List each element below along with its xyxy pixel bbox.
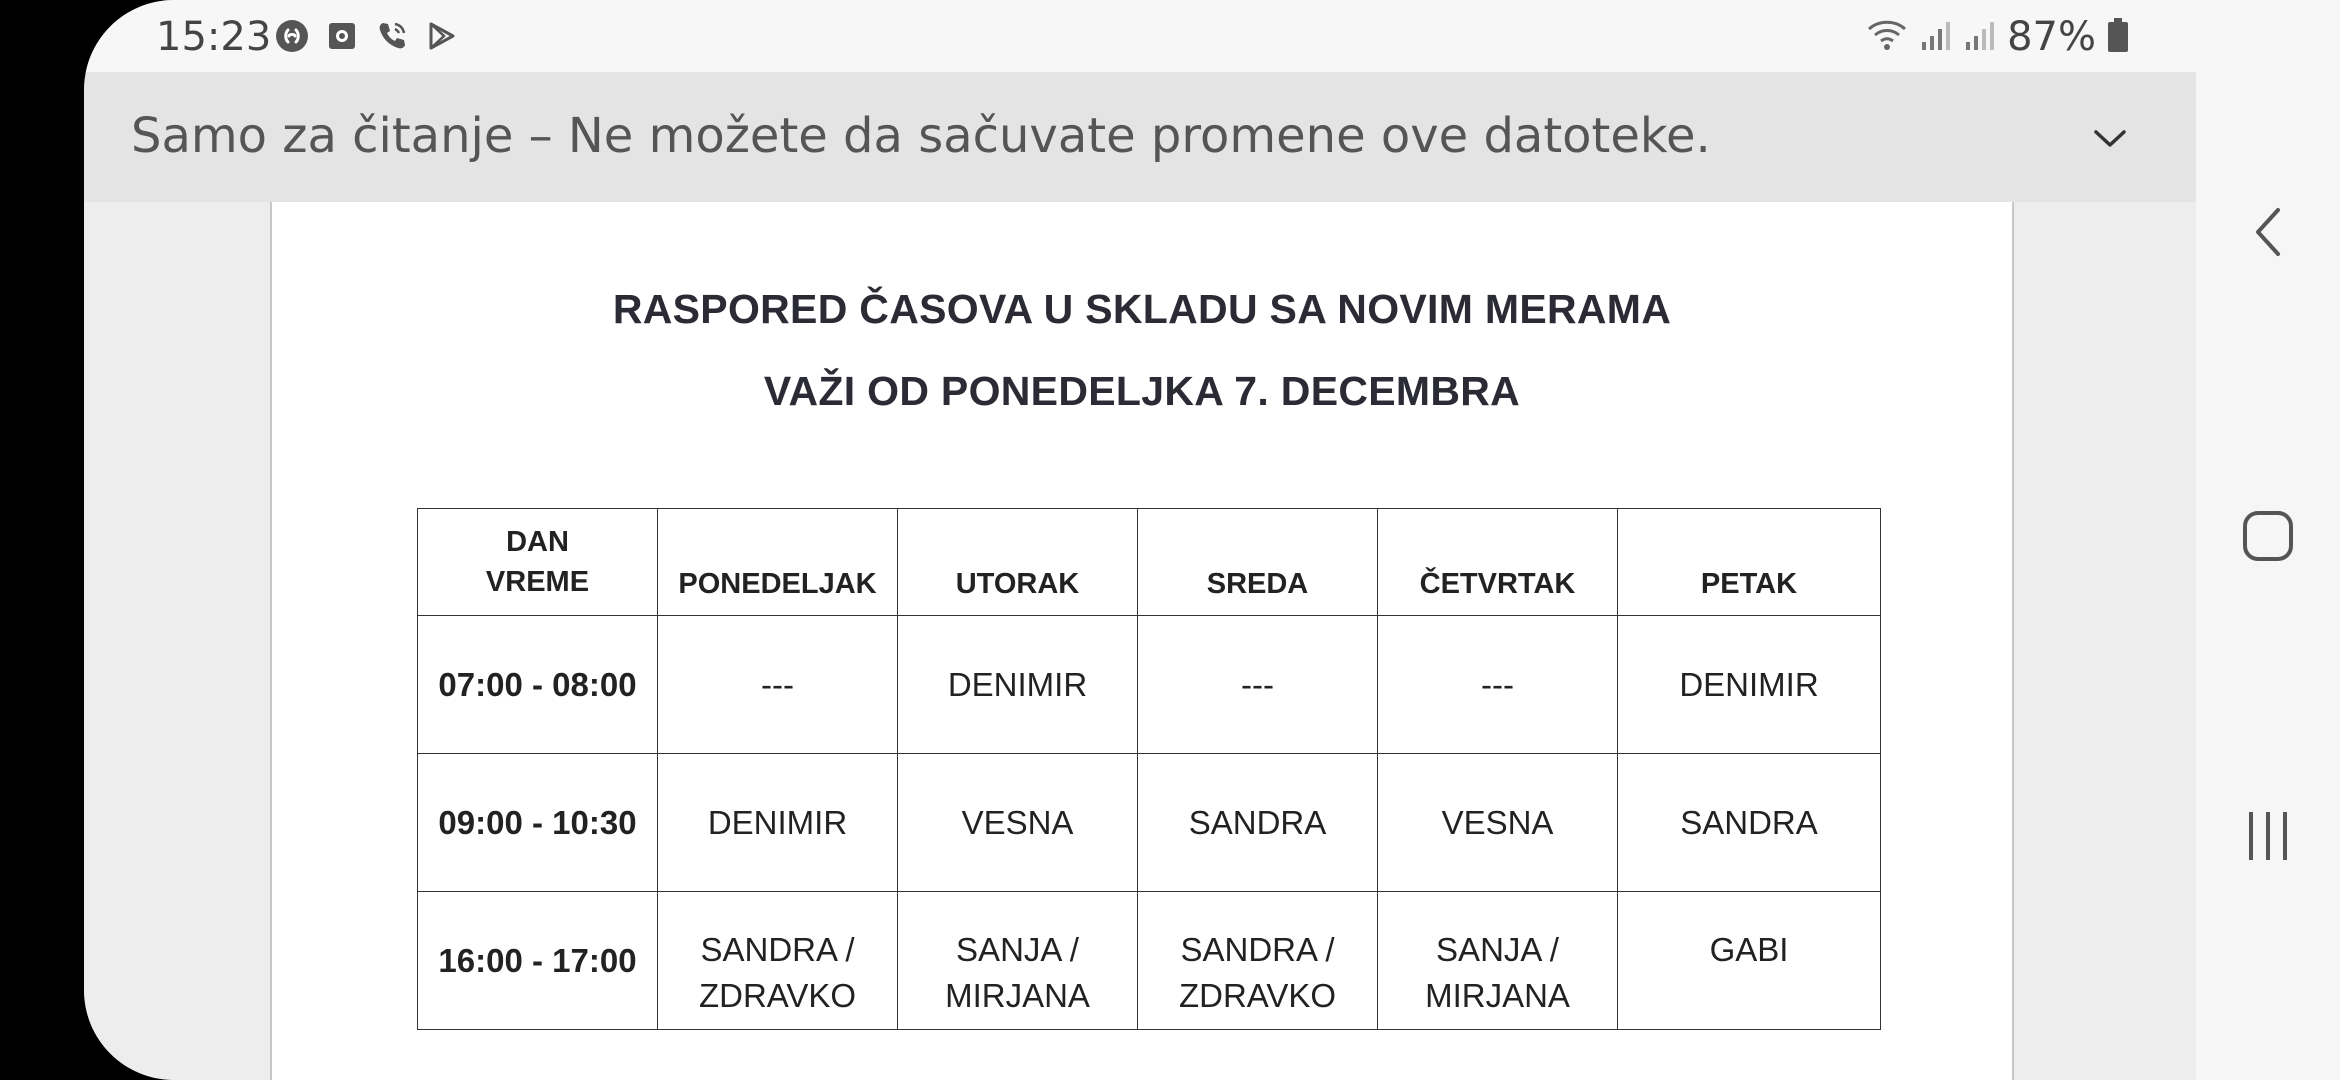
table-cell: ---	[1378, 616, 1618, 754]
screen-record-icon	[324, 18, 360, 54]
schedule-table	[417, 508, 1881, 1030]
read-only-banner	[84, 72, 2196, 204]
table-row	[418, 892, 1881, 1030]
table-cell: ---	[1138, 616, 1378, 754]
table-header-row	[418, 509, 1881, 616]
day-header: PONEDELJAK	[658, 509, 898, 616]
cell-line: ZDRAVKO	[698, 976, 857, 1014]
time-slot-cell: 09:00 - 10:30	[418, 754, 658, 892]
recents-icon[interactable]	[2238, 806, 2298, 866]
document-viewport[interactable]	[84, 202, 2196, 1080]
table-cell	[658, 892, 898, 1030]
cell-line: ZDRAVKO	[1178, 976, 1337, 1014]
cell-line: SANDRA /	[700, 930, 855, 968]
home-icon[interactable]	[2238, 506, 2298, 566]
shazam-icon	[274, 18, 310, 54]
table-cell	[1378, 892, 1618, 1030]
signal-icon	[1919, 18, 1953, 57]
table-cell: SANDRA	[1138, 754, 1378, 892]
table-cell: ---	[658, 616, 898, 754]
cell-line: MIRJANA	[1425, 976, 1570, 1014]
notification-icons	[274, 18, 460, 54]
chevron-down-icon[interactable]	[2084, 112, 2136, 164]
status-time: 15:23	[156, 14, 272, 60]
phone-screen	[84, 0, 2196, 1080]
table-row	[418, 754, 1881, 892]
document-subtitle: VAŽI OD PONEDELJKA 7. DECEMBRA	[763, 368, 1521, 414]
day-header: SREDA	[1138, 509, 1378, 616]
play-store-icon	[424, 18, 460, 54]
cell-line: MIRJANA	[945, 976, 1090, 1014]
document-title: RASPORED ČASOVA U SKLADU SA NOVIM MERAMA	[612, 286, 1672, 332]
document-page	[270, 202, 2014, 1080]
cell-line: GABI	[1709, 930, 1789, 968]
system-indicators	[1865, 14, 2130, 60]
navigation-bar	[2196, 0, 2340, 1080]
back-icon[interactable]	[2238, 202, 2298, 262]
table-cell	[1138, 892, 1378, 1030]
table-cell	[1618, 892, 1881, 1030]
day-header: ČETVRTAK	[1378, 509, 1618, 616]
battery-percentage: 87%	[2007, 14, 2096, 60]
cell-line: SANJA /	[956, 930, 1079, 968]
wifi-call-icon	[374, 18, 410, 54]
table-cell: VESNA	[1378, 754, 1618, 892]
table-row	[418, 616, 1881, 754]
table-cell: DENIMIR	[1618, 616, 1881, 754]
wifi-icon	[1865, 17, 1909, 58]
day-header: PETAK	[1618, 509, 1881, 616]
time-slot-cell: 16:00 - 17:00	[418, 892, 658, 1030]
table-cell: SANDRA	[1618, 754, 1881, 892]
corner-header	[418, 509, 658, 616]
status-bar	[84, 0, 2196, 72]
cell-line: SANDRA /	[1180, 930, 1335, 968]
table-cell: VESNA	[898, 754, 1138, 892]
corner-time-label: VREME	[485, 566, 590, 598]
table-cell	[898, 892, 1138, 1030]
time-slot-cell: 07:00 - 08:00	[418, 616, 658, 754]
banner-text: Samo za čitanje – Ne možete da sačuvate promene ove datoteke.	[131, 108, 1711, 164]
table-cell: DENIMIR	[898, 616, 1138, 754]
day-header: UTORAK	[898, 509, 1138, 616]
battery-icon	[2106, 17, 2130, 58]
signal-icon-2	[1963, 18, 1997, 57]
corner-day-label: DAN	[506, 526, 569, 558]
cell-line: SANJA /	[1436, 930, 1559, 968]
table-cell: DENIMIR	[658, 754, 898, 892]
